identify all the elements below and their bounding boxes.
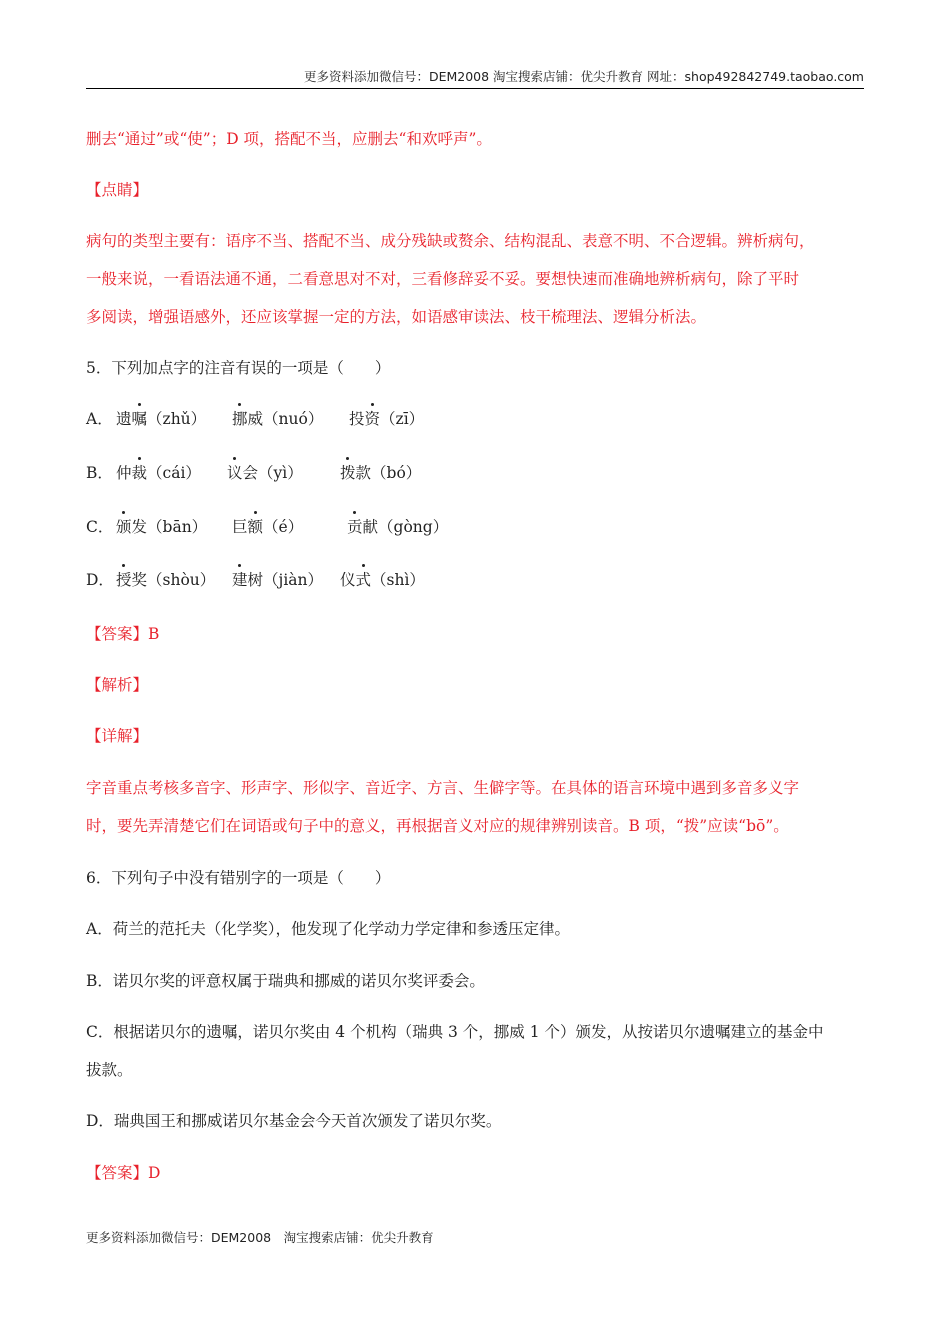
option-word xyxy=(116,517,207,537)
q6-option-c: C．根据诺贝尔的遗嘱，诺贝尔奖由 4 个机构（瑞典 3 个，挪威 1 个）颁发，从按诺贝尔遗嘱建立的基金中 xyxy=(86,1023,824,1041)
option-word xyxy=(232,517,303,537)
char: 威 xyxy=(247,410,264,428)
char: 巨 xyxy=(232,518,248,536)
previous-explanation-tail: 删去“通过”或“使”；D 项，搭配不当，应删去“和欢呼声”。 xyxy=(86,130,492,148)
option-word xyxy=(347,517,448,537)
char: 发 xyxy=(131,518,148,536)
option-word xyxy=(116,463,201,483)
dianjing-line: 多阅读，增强语感外，还应该掌握一定的方法，如语感审读法、枝干梳理法、逻辑分析法。 xyxy=(86,308,707,326)
char: 仲 xyxy=(116,464,132,482)
char: 会 xyxy=(242,464,259,482)
char: 树 xyxy=(247,571,264,589)
option-word xyxy=(340,570,425,590)
q6-option-d: D．瑞典国王和挪威诺贝尔基金会今天首次颁发了诺贝尔奖。 xyxy=(86,1112,502,1130)
pinyin: （shòu） xyxy=(147,571,216,589)
option-word xyxy=(232,409,323,429)
pinyin: （yì） xyxy=(258,464,303,482)
option-word xyxy=(349,409,424,429)
pinyin: （bó） xyxy=(371,464,422,482)
char: 仪 xyxy=(340,571,356,589)
option-word xyxy=(116,409,206,429)
option-label: B． xyxy=(86,464,113,482)
char: 款 xyxy=(355,464,372,482)
option-word xyxy=(340,463,421,483)
question-5-stem: 5．下列加点字的注音有误的一项是（ ） xyxy=(86,359,391,377)
emphasized-char: 建 xyxy=(232,571,248,589)
char: 投 xyxy=(349,410,365,428)
option-word xyxy=(232,570,323,590)
q6-option-c-cont: 拔款。 xyxy=(86,1061,133,1079)
option-label: C． xyxy=(86,518,114,536)
pinyin: （zī） xyxy=(380,410,425,428)
dianjing-line: 一般来说，一看语法通不通，二看意思对不对，三看修辞妥不妥。要想快速而准确地辨析病句，除了平时 xyxy=(86,270,800,288)
pinyin: （bān） xyxy=(147,518,208,536)
emphasized-char: 嘱 xyxy=(131,410,148,428)
pinyin: （jiàn） xyxy=(263,571,324,589)
emphasized-char: 拨 xyxy=(340,464,356,482)
char: 遗 xyxy=(116,410,132,428)
pinyin: （zhǔ） xyxy=(147,410,207,428)
dianjing-label: 【点睛】 xyxy=(86,181,149,199)
option-label: A． xyxy=(86,410,113,428)
emphasized-char: 额 xyxy=(247,518,264,536)
question-6-stem: 6．下列句子中没有错别字的一项是（ ） xyxy=(86,869,391,887)
pinyin: （gòng） xyxy=(378,518,449,536)
dianjing-line: 病句的类型主要有：语序不当、搭配不当、成分残缺或赘余、结构混乱、表意不明、不合逻辑。辨析病句， xyxy=(86,232,815,250)
emphasized-char: 资 xyxy=(364,410,381,428)
pinyin: （é） xyxy=(263,518,304,536)
option-word xyxy=(116,570,215,590)
emphasized-char: 颁 xyxy=(116,518,132,536)
option-label: D． xyxy=(86,571,114,589)
page-header: 更多资料添加微信号：DEM2008 淘宝搜索店铺：优尖升教育 网址：shop492842749.taobao.com xyxy=(86,68,864,89)
option-word xyxy=(227,463,303,483)
q5-detail-line: 字音重点考核多音字、形声字、形似字、音近字、方言、生僻字等。在具体的语言环境中遇到多音多义字 xyxy=(86,779,800,797)
pinyin: （cái） xyxy=(147,464,201,482)
q6-answer: 【答案】D xyxy=(86,1164,161,1182)
emphasized-char: 挪 xyxy=(232,410,248,428)
q5-answer: 【答案】B xyxy=(86,625,160,643)
q5-xiangjie-label: 【详解】 xyxy=(86,727,149,745)
emphasized-char: 授 xyxy=(116,571,132,589)
q6-option-a: A．荷兰的范托夫（化学奖），他发现了化学动力学定律和参透压定律。 xyxy=(86,920,570,938)
emphasized-char: 裁 xyxy=(131,464,148,482)
q5-jiexi-label: 【解析】 xyxy=(86,676,149,694)
emphasized-char: 议 xyxy=(227,464,243,482)
pinyin: （nuó） xyxy=(263,410,324,428)
emphasized-char: 式 xyxy=(355,571,372,589)
char: 奖 xyxy=(131,571,148,589)
q6-option-b: B．诺贝尔奖的评意权属于瑞典和挪威的诺贝尔奖评委会。 xyxy=(86,972,485,990)
pinyin: （shì） xyxy=(371,571,425,589)
q5-detail-line: 时，要先弄清楚它们在词语或句子中的意义，再根据音义对应的规律辨别读音。B 项，“拨”应读“bō”。 xyxy=(86,817,789,835)
page-footer: 更多资料添加微信号：DEM2008 淘宝搜索店铺：优尖升教育 xyxy=(86,1230,434,1245)
char: 献 xyxy=(362,518,379,536)
emphasized-char: 贡 xyxy=(347,518,363,536)
